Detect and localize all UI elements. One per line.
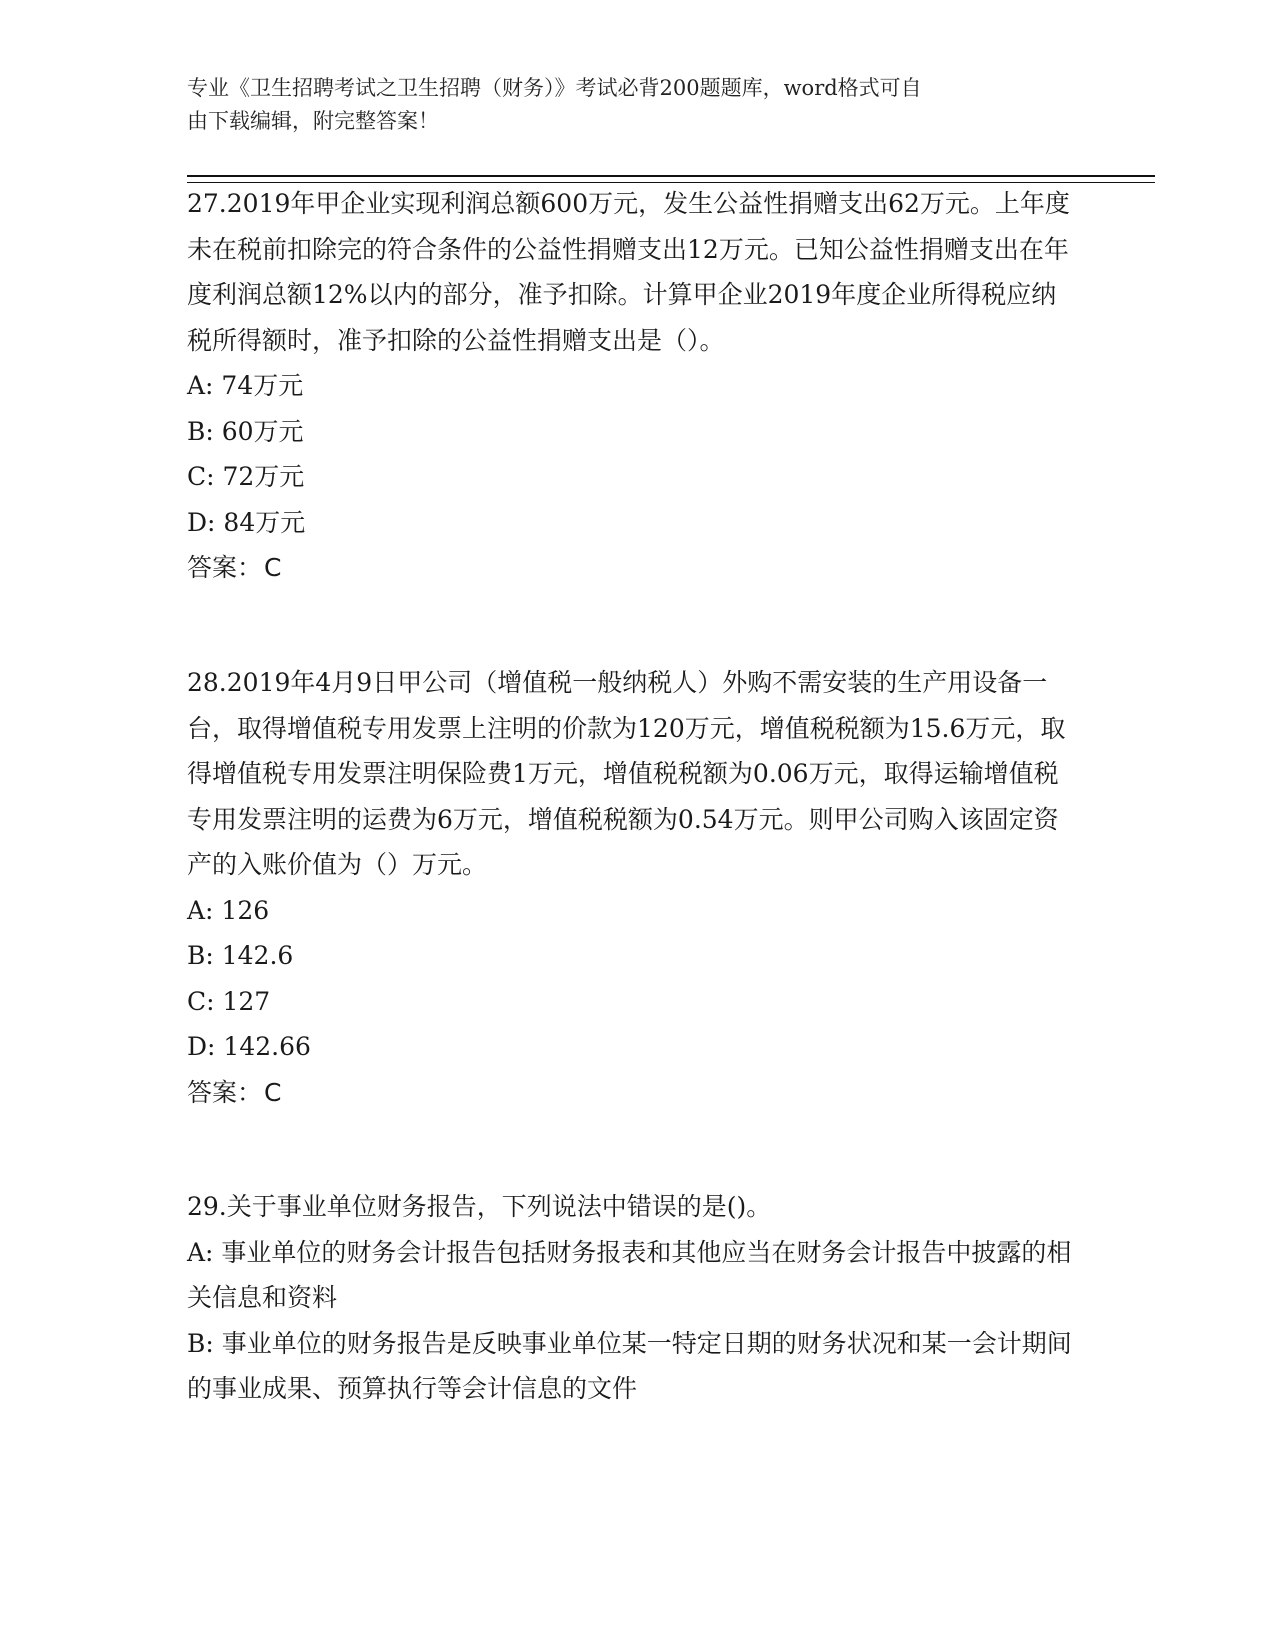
question-29 <box>187 1184 1073 1412</box>
option-a: A: 事业单位的财务会计报告包括财务报表和其他应当在财务会计报告中披露的相关信息和资料 <box>187 1237 1072 1312</box>
header-line-1: 专业《卫生招聘考试之卫生招聘（财务）》考试必背200题题库，word格式可自 <box>187 76 922 100</box>
option-c: C: 127 <box>187 986 271 1016</box>
option-a: A: 74万元 <box>187 371 304 400</box>
option-d: D: 84万元 <box>187 507 306 537</box>
option-b: B: 142.6 <box>187 941 294 970</box>
option-b: B: 事业单位的财务报告是反映事业单位某一特定日期的财务状况和某一会计期间的事业成果、预算执行等会计信息的文件 <box>187 1328 1072 1403</box>
option-c: C: 72万元 <box>187 462 305 491</box>
question-28 <box>187 660 1073 1115</box>
answer-line <box>187 545 1073 591</box>
question-27 <box>187 181 1073 591</box>
question-stem: 27.2019年甲企业实现利润总额600万元，发生公益性捐赠支出62万元。上年度未在税前扣除完的符合条件的公益性捐赠支出12万元。已知公益性捐赠支出在年度利润总额12%以内的部分，准予扣除。计算甲企业2019年度企业所得税应纳税所得额时，准予扣除的公益性捐赠支出是（）。 <box>187 189 1070 355</box>
question-stem: 28.2019年4月9日甲公司（增值税一般纳税人）外购不需安装的生产用设备一台，取得增值税专用发票上注明的价款为120万元，增值税税额为15.6万元，取得增值税专用发票注明保险费1万元，增值税税额为0.06万元，取得运输增值税专用发票注明的运费为6万元，增值税税额为0.54万元。则甲公司购入该固定资产的入账价值为（）万元。 <box>187 668 1066 879</box>
header-divider-thick <box>187 175 1155 177</box>
document-header <box>187 72 1087 138</box>
answer-label: 答案： <box>187 1077 263 1107</box>
answer-label: 答案： <box>187 553 263 582</box>
answer-value: C <box>264 1077 282 1107</box>
answer-value: C <box>264 553 282 582</box>
question-stem: 29.关于事业单位财务报告，下列说法中错误的是()。 <box>187 1192 772 1221</box>
answer-line <box>187 1070 1073 1116</box>
option-b: B: 60万元 <box>187 416 304 446</box>
option-a: A: 126 <box>187 895 270 925</box>
option-d: D: 142.66 <box>187 1032 311 1061</box>
header-line-2: 由下载编辑，附完整答案！ <box>187 109 439 133</box>
